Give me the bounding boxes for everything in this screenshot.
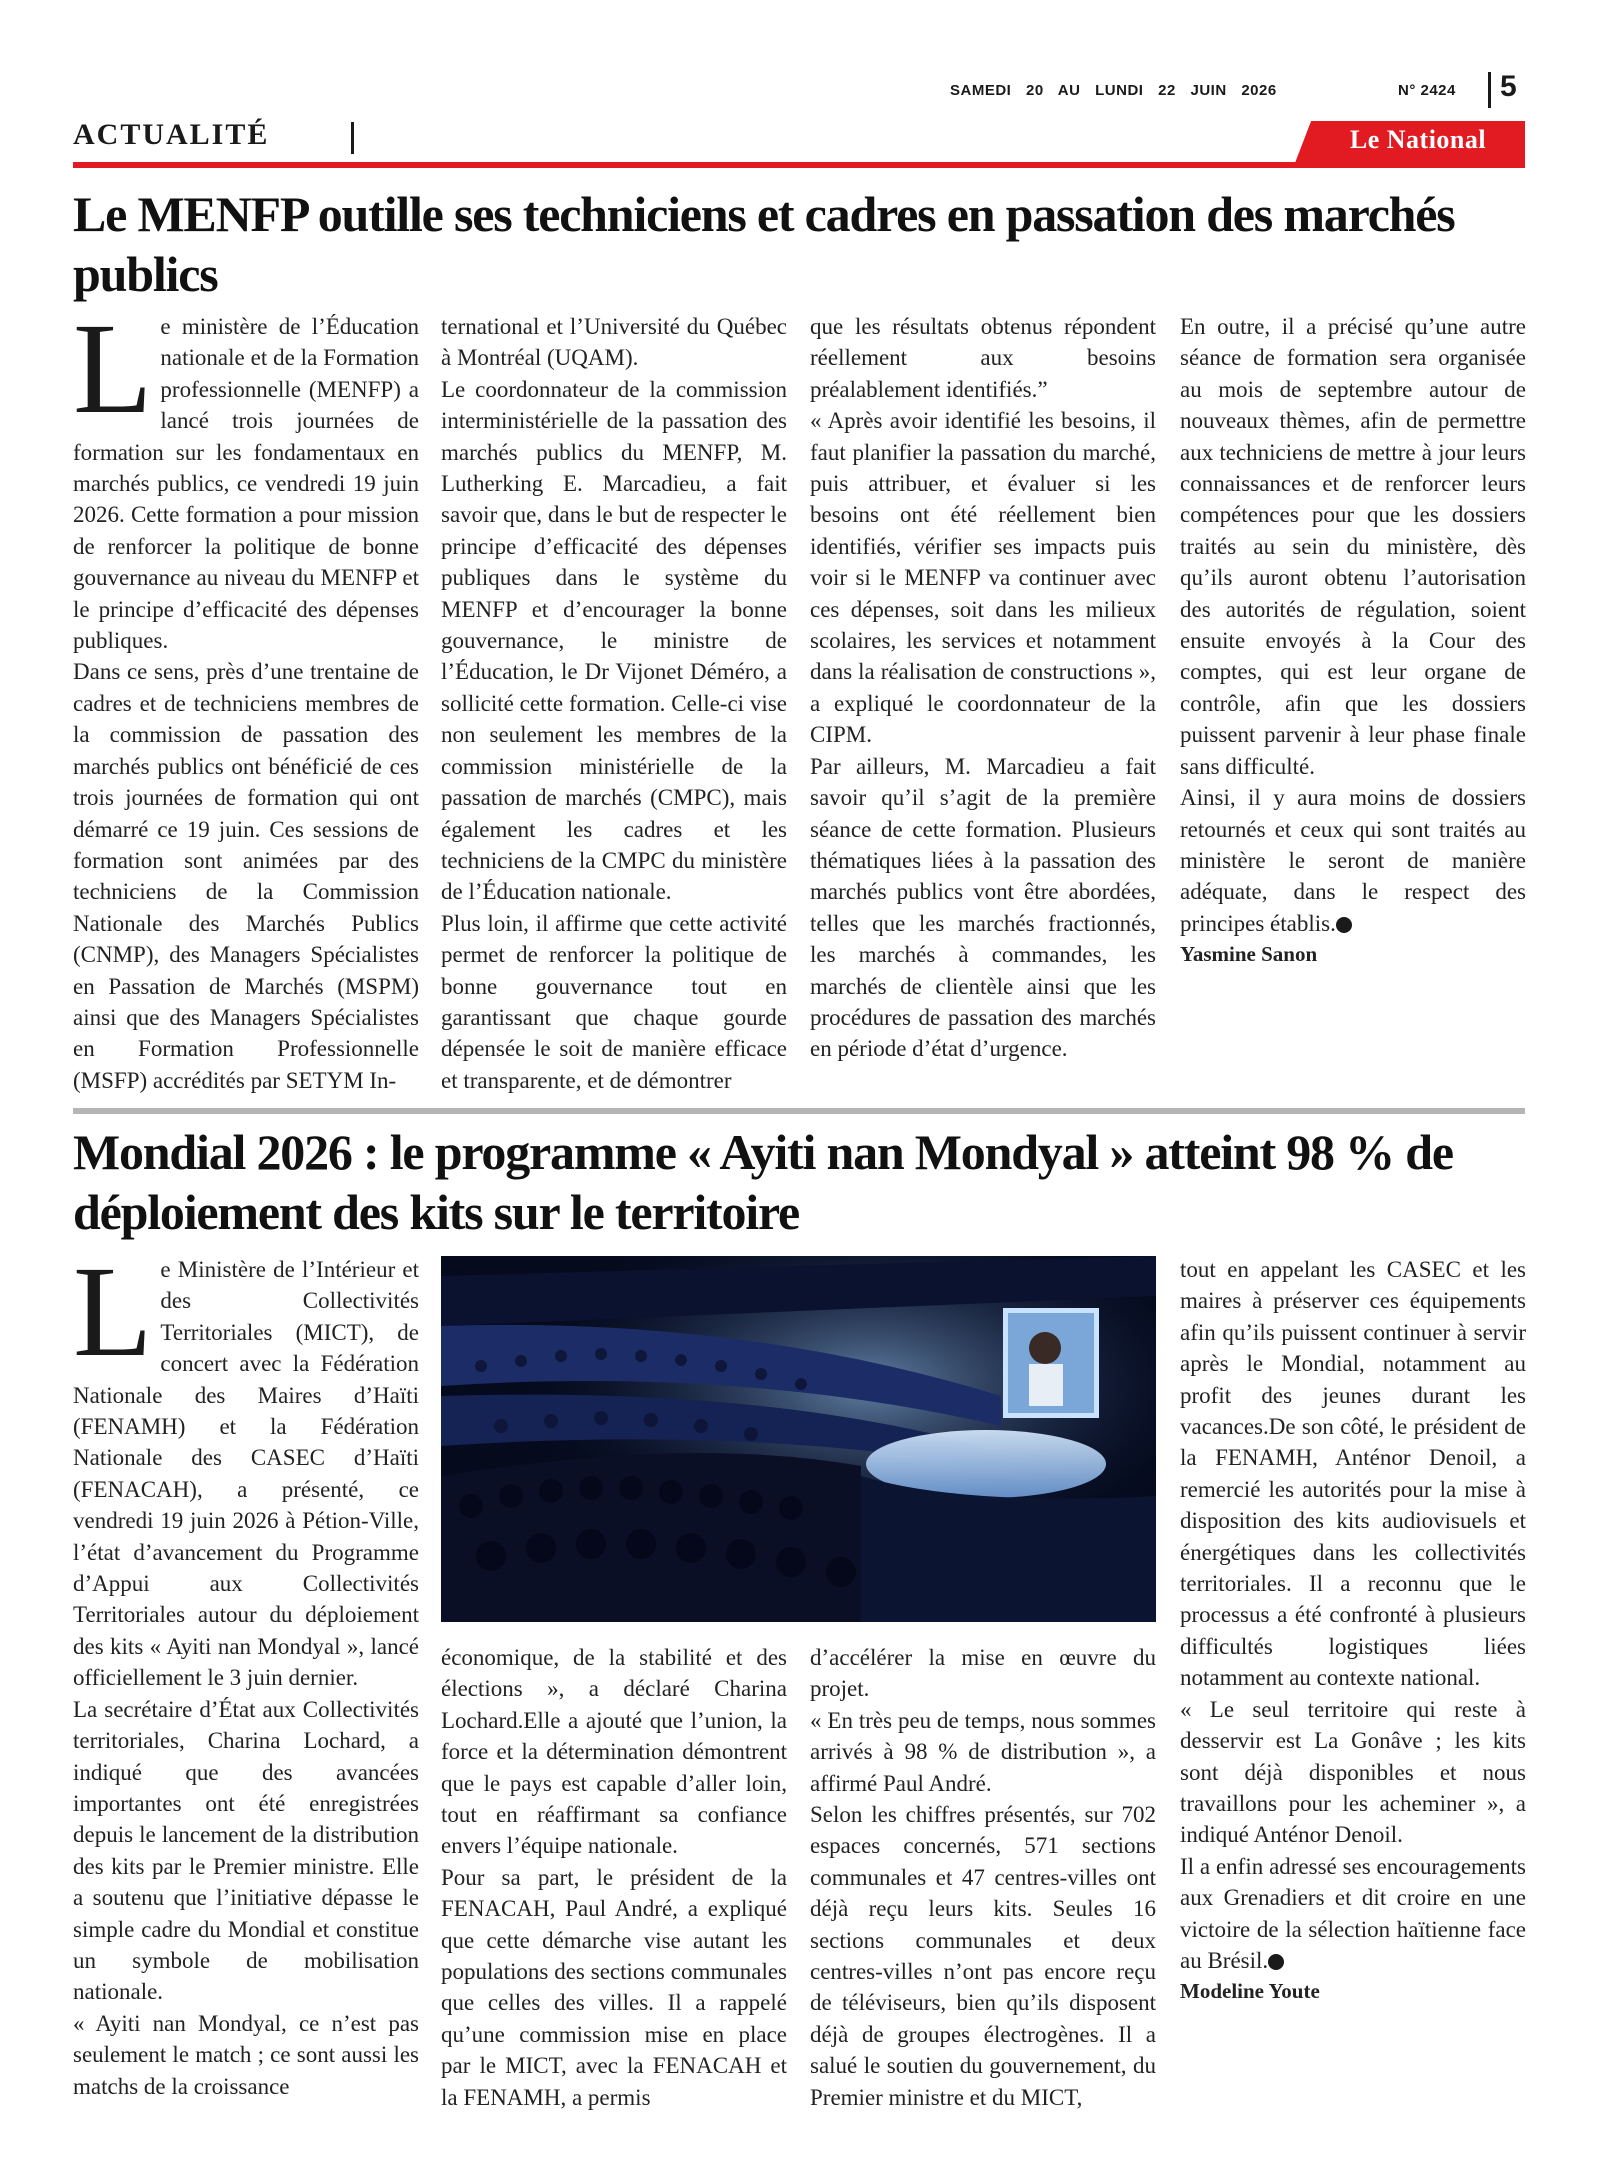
article-separator xyxy=(73,1108,1525,1114)
masthead-meta xyxy=(950,82,1510,106)
paragraph-text: Il a enfin adressé ses encouragements aux Grenadiers et dit croire en une victoire de la sélection haïtienne face au Brésil. xyxy=(1180,1853,1526,1973)
byline: Yasmine Sanon xyxy=(1180,942,1318,967)
paragraph: Par ailleurs, M. Marcadieu a fait savoir qu’il s’agit de la première séance de cette formation. Plusieurs thématiques liées à la passation des marchés publics vont être abordées, telles que les marchés fractionnés, les marchés à commandes, les marchés de clientèle ainsi que les procédures de passation des marchés en période d’état d’urgence. xyxy=(810,753,1156,1062)
paragraph: que les résultats obtenus répondent réellement aux besoins préalablement identifiés.” xyxy=(810,314,1156,402)
paragraph: Pour sa part, le président de la FENACAH, Paul André, a expliqué que cette démarche vise autant les populations des sections communales que celles des villes. Il a rappelé qu’une commission mise en place par le MICT, avec la FENACAH et la FENAMH, a permis xyxy=(441,1864,787,2110)
paragraph: « Après avoir identifié les besoins, il faut planifier la passation du marché, puis attribuer, et évaluer si les besoins ont été réellement bien identifiés, vérifier ses impacts puis voir si le MENFP va continuer avec ces dépenses, soit dans les milieux scolaires, les services et notamment dans la réalisation de constructions », a expliqué le coordonnateur de la CIPM. xyxy=(810,408,1156,748)
page-number: 5 xyxy=(1500,70,1517,103)
article-column xyxy=(810,1642,1156,2142)
paragraph: Le coordonnateur de la commission interministérielle de la passation des marchés publics du MENFP, M. Lutherking E. Marcadieu, a fait savoir que, dans le but de respecter le principe d’efficacité des dépenses publiques dans le système du MENFP et d’encourager la bonne gouvernance, le ministre de l’Éducation, le Dr Vijonet Déméro, a sollicité cette formation. Celle-ci vise non seulement les membres de la commission ministérielle de la passation de marchés (CMPC), mais également les cadres et les techniciens de la CMPC du ministère de l’Éducation nationale. xyxy=(441,376,787,905)
end-of-article-icon xyxy=(1336,917,1352,933)
article-headline: Le MENFP outille ses techniciens et cadres en passation des marchés publics xyxy=(73,186,1455,302)
article-headline: Mondial 2026 : le programme « Ayiti nan Mondyal » atteint 98 % de déploiement des kits sur le territoire xyxy=(73,1124,1453,1240)
paragraph: e ministère de l’Éducation nationale et de la Formation professionnelle (MENFP) a lancé trois journées de formation sur les fondamentaux en marchés publics, ce vendredi 19 juin 2026. Cette formation a pour mission de renforcer la politique de bonne gouvernance au niveau du MENFP et le principe d’efficacité des dépenses publiques. xyxy=(73,314,419,654)
paragraph: ternational et l’Université du Québec à Montréal (UQAM). xyxy=(441,314,787,371)
article-column xyxy=(441,311,787,1111)
paragraph: Selon les chiffres présentés, sur 702 espaces concernés, 571 sections communales et 47 centres-villes ont déjà reçu leurs kits. Seules 16 sections communales et deux centres-villes n’ont pas encore reçu de téléviseurs, bien qu’ils disposent déjà de groupes électrogènes. Il a salué le soutien du gouvernement, du Premier ministre et du MICT, xyxy=(810,1802,1156,2110)
article-column xyxy=(810,311,1156,1111)
end-of-article-icon xyxy=(1268,1954,1284,1970)
paragraph-last xyxy=(1180,1851,1526,1977)
page-number-divider xyxy=(1488,72,1491,108)
paragraph: économique, de la stabilité et des élections », a déclaré Charina Lochard.Elle a ajouté que l’union, la force et la détermination démontrent que le pays est capable d’aller loin, tout en réaffirmant sa confiance envers l’équipe nationale. xyxy=(441,1645,787,1859)
drop-cap: L xyxy=(73,297,153,441)
drop-cap: L xyxy=(73,1240,153,1384)
paragraph: tout en appelant les CASEC et les maires à préserver ces équipements afin qu’ils puissent continuer à servir après le Mondial, notamment au profit des jeunes durant les vacances.De son côté, le président de la FENAMH, Anténor Denoil, a remercié les autorités pour la mise à disposition des kits audiovisuels et énergétiques dans les collectivités territoriales. Il a reconnu que le processus a été confronté à plusieurs difficultés logistiques liées notamment au contexte national. xyxy=(1180,1257,1526,1691)
paragraph: « Le seul territoire qui reste à desservir est La Gonâve ; les kits sont déjà disponibles et nous travaillons pour les acheminer », a indiqué Anténor Denoil. xyxy=(1180,1696,1526,1848)
paragraph: Plus loin, il affirme que cette activité permet de renforcer la politique de bonne gouvernance tout en garantissant que chaque gourde dépensée le soit de manière efficace et transparente, et de démontrer xyxy=(441,910,787,1093)
paragraph: « En très peu de temps, nous sommes arrivés à 98 % de distribution », a affirmé Paul André. xyxy=(810,1707,1156,1796)
paragraph: En outre, il a précisé qu’une autre séance de formation sera organisée au mois de septembre autour de nouveaux thèmes, afin de permettre aux techniciens de mettre à jour leurs connaissances et de renforcer leurs compétences pour que les dossiers traités au sein du ministère, dès qu’ils auront obtenu l’autorisation des autorités de régulation, soient ensuite envoyés à la Cour des comptes, qui est leur organe de contrôle, afin que les dossiers puissent parvenir à leur phase finale sans difficulté. xyxy=(1180,314,1526,779)
article-column xyxy=(73,1240,419,2154)
header-rule xyxy=(73,162,1525,168)
paragraph: d’accélérer la mise en œuvre du projet. xyxy=(810,1645,1156,1702)
paragraph: e Ministère de l’Intérieur et des Collectivités Territoriales (MICT), de concert avec la Fédération Nationale des Maires d’Haïti (FENAMH) et la Fédération Nationale des CASEC d’Haïti (FENACAH), a présenté, ce vendredi 19 juin 2026 à Pétion-Ville, l’état d’avancement du Programme d’Appui aux Collectivités Territoriales autour du déploiement des kits « Ayiti nan Mondyal », lancé officiellement le 3 juin dernier. xyxy=(73,1257,419,1691)
brand-name: Le National xyxy=(1349,125,1487,154)
paragraph-last xyxy=(1180,782,1526,939)
paragraph-text: Ainsi, il y aura moins de dossiers retournés et ceux qui sont traités au ministère le seront de manière adéquate, dans le respect des principes établis. xyxy=(1180,785,1526,936)
section-divider xyxy=(351,122,354,154)
article-column xyxy=(1180,1254,1526,2154)
paragraph: La secrétaire d’État aux Collectivités territoriales, Charina Lochard, a indiqué que des avancées importantes ont été enregistrées depuis le lancement de la distribution des kits par le Premier ministre. Elle a soutenu que l’initiative dépasse le simple cadre du Mondial et constitue un symbole de mobilisation nationale. xyxy=(73,1696,419,2005)
article-column xyxy=(441,1642,787,2142)
byline: Modeline Youte xyxy=(1180,1979,1320,2004)
article-column xyxy=(1180,311,1526,1111)
paragraph: « Ayiti nan Mondyal, ce n’est pas seulement le match ; ce sont aussi les matchs de la croissance xyxy=(73,2010,419,2099)
issue-number: N° 2424 xyxy=(1398,82,1456,99)
section-label: ACTUALITÉ xyxy=(73,118,270,151)
issue-date: SAMEDI 20 AU LUNDI 22 JUIN 2026 xyxy=(950,82,1277,99)
stadium-screening-photo xyxy=(441,1256,1156,1622)
paragraph: Dans ce sens, près d’une trentaine de cadres et de techniciens membres de la commission de passation des marchés publics ont bénéficié de ces trois journées de formation qui ont démarré ce 19 juin. Ces sessions de formation sont animées par des techniciens de la Commission Nationale des Marchés Publics (CNMP), des Managers Spécialistes en Passation de Marchés (MSPM) ainsi que des Managers Spécialistes en Formation Professionnelle (MSFP) accrédités par SETYM In- xyxy=(73,659,419,1093)
article-column xyxy=(73,297,419,1111)
